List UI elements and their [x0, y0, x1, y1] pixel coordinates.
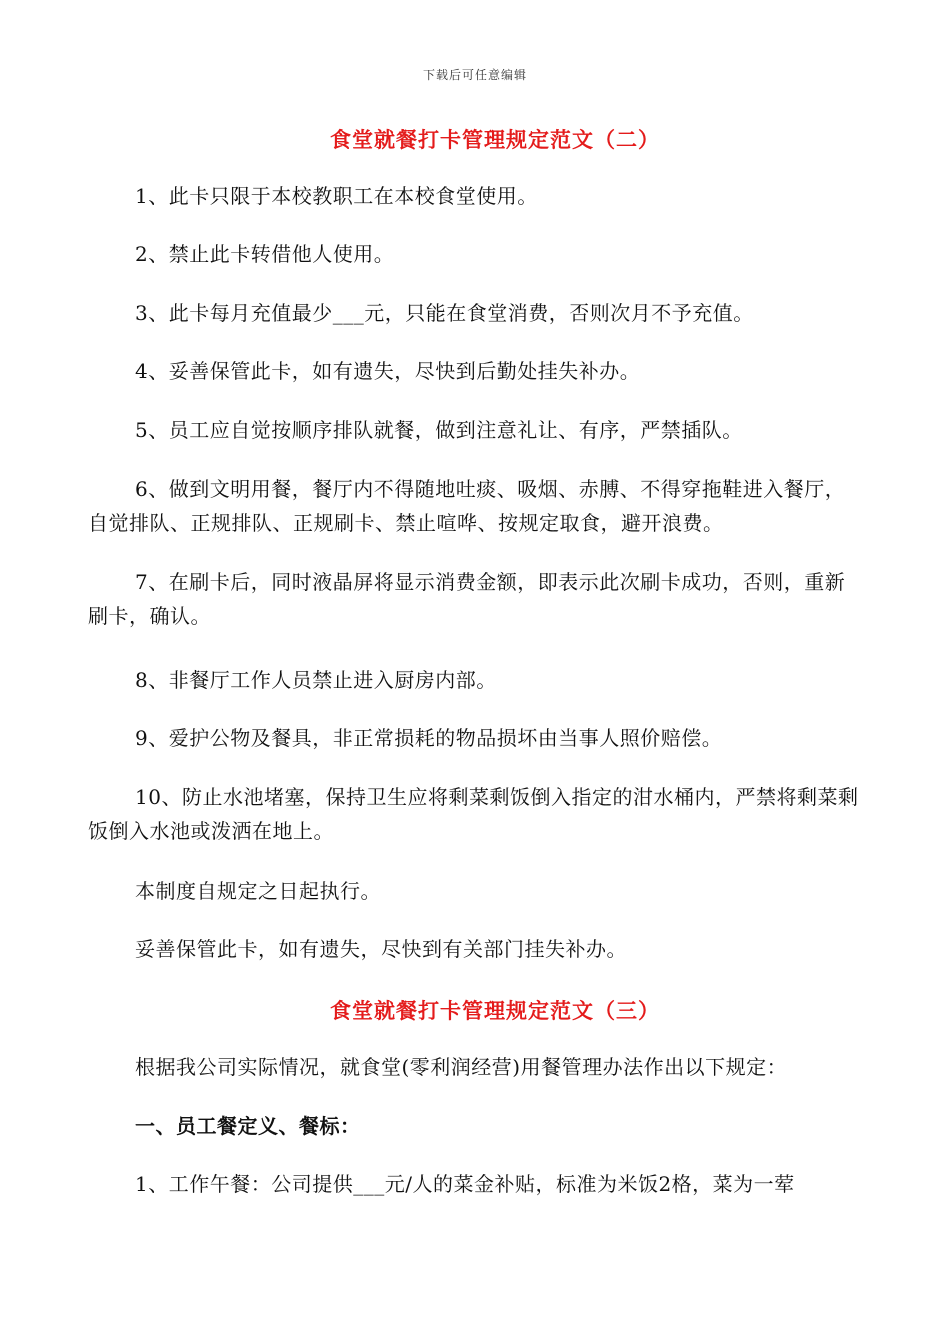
section-title-2: 食堂就餐打卡管理规定范文（二） [330, 127, 660, 152]
rule-item: 8、非餐厅工作人员禁止进入厨房内部。 [135, 668, 497, 692]
section-title-3: 食堂就餐打卡管理规定范文（三） [330, 998, 660, 1023]
rule-item: 妥善保管此卡，如有遗失，尽快到有关部门挂失补办。 [135, 937, 627, 961]
rule-item: 5、员工应自觉按顺序排队就餐，做到注意礼让、有序，严禁插队。 [135, 418, 743, 442]
header-note: 下载后可任意编辑 [422, 68, 527, 82]
subheading: 一、员工餐定义、餐标： [135, 1114, 361, 1138]
section-intro: 根据我公司实际情况，就食堂(零利润经营)用餐管理办法作出以下规定： [135, 1055, 788, 1079]
rule-item: 3、此卡每月充值最少___元，只能在食堂消费，否则次月不予充值。 [135, 301, 754, 325]
rule-item: 1、此卡只限于本校教职工在本校食堂使用。 [135, 184, 538, 208]
rule-item: 6、做到文明用餐，餐厅内不得随地吐痰、吸烟、赤膊、不得穿拖鞋进入餐厅，自觉排队、正规排队、正规刷卡、禁止喧哗、按规定取食，避开浪费。 [88, 477, 846, 535]
rule-item: 10、防止水池堵塞，保持卫生应将剩菜剩饭倒入指定的泔水桶内，严禁将剩菜剩饭倒入水池或泼洒在地上。 [88, 785, 859, 843]
rule-item: 7、在刷卡后，同时液晶屏将显示消费金额，即表示此次刷卡成功，否则，重新刷卡，确认。 [88, 570, 846, 628]
rule-item: 1、工作午餐：公司提供___元/人的菜金补贴，标准为米饭2格，菜为一荤 [135, 1172, 795, 1196]
rule-item: 9、爱护公物及餐具，非正常损耗的物品损坏由当事人照价赔偿。 [135, 726, 723, 750]
rule-item: 4、妥善保管此卡，如有遗失，尽快到后勤处挂失补办。 [135, 359, 641, 383]
rule-item: 2、禁止此卡转借他人使用。 [135, 242, 395, 266]
rule-item: 本制度自规定之日起执行。 [135, 879, 381, 903]
